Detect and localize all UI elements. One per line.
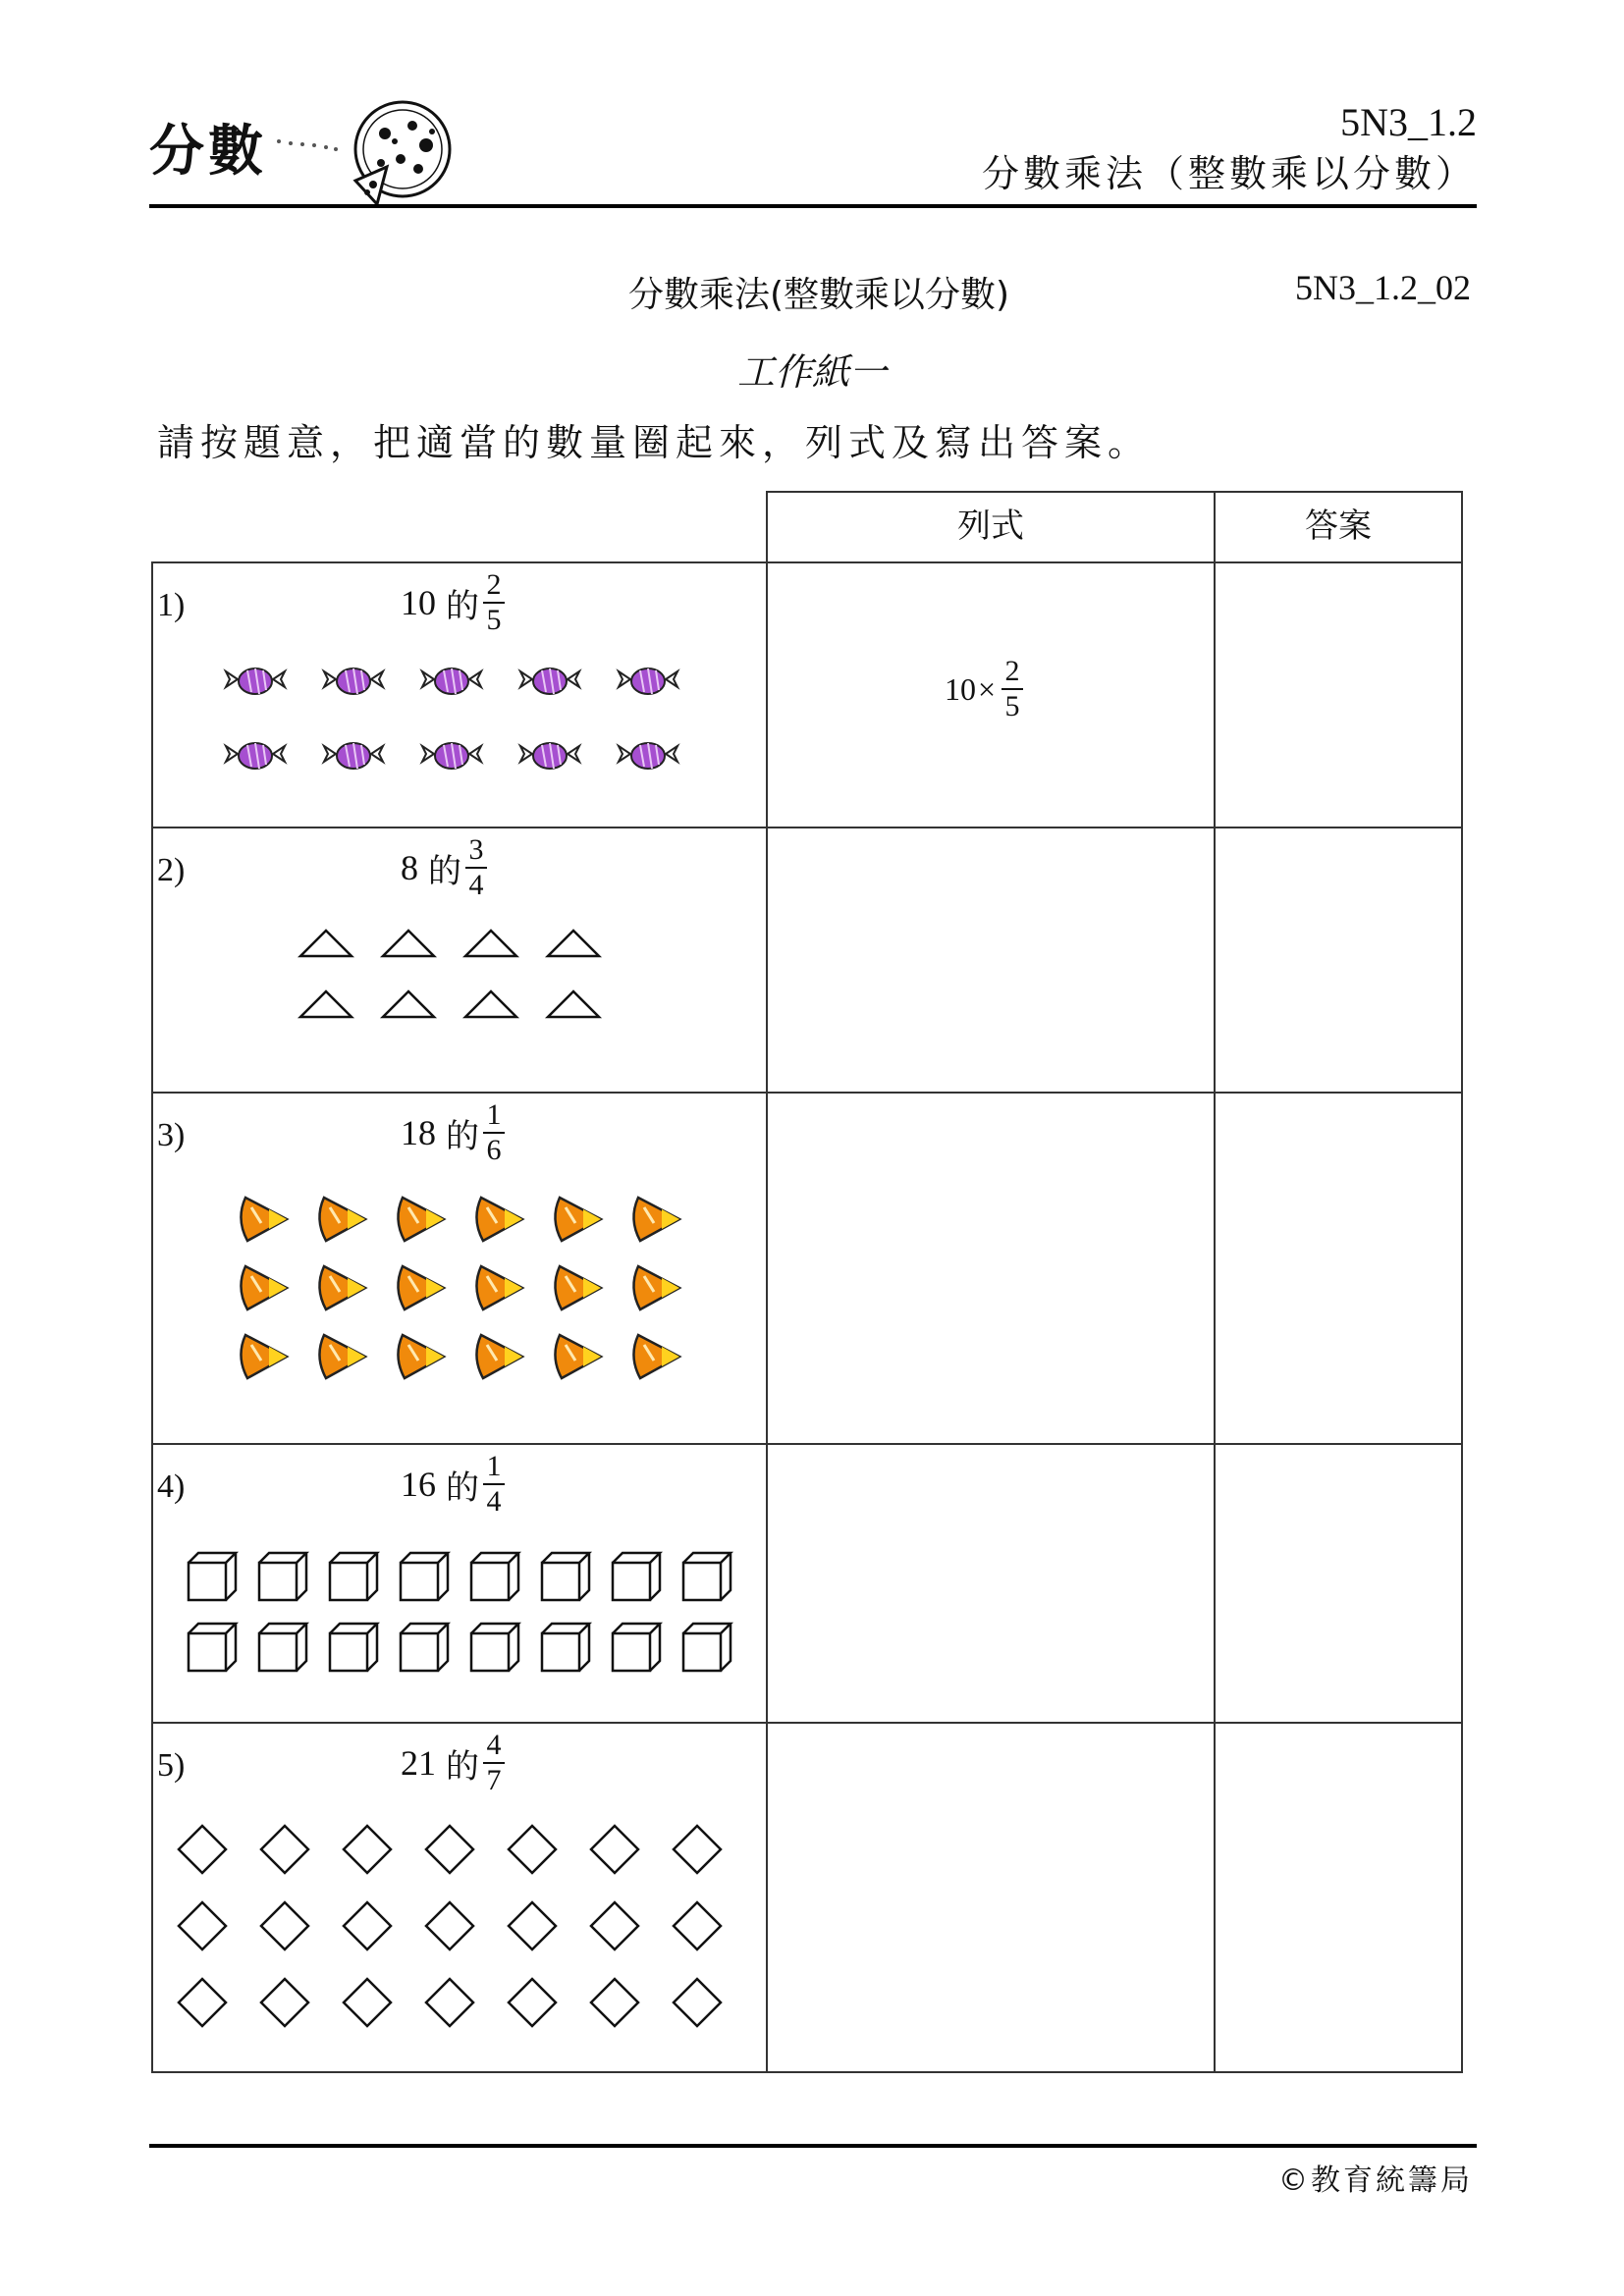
diamond-icon[interactable] <box>344 1979 391 2026</box>
candy-wrapped-icon[interactable] <box>324 743 383 769</box>
cube-icon[interactable] <box>683 1624 731 1671</box>
whole-number: 18 <box>401 1113 436 1152</box>
numerator: 1 <box>486 1098 502 1131</box>
denominator: 4 <box>468 869 484 901</box>
cube-icon[interactable] <box>613 1553 660 1600</box>
of-word: 的 <box>446 1468 479 1508</box>
diamond-icon[interactable] <box>674 1826 721 1873</box>
diamond-icon[interactable] <box>261 1826 308 1873</box>
diamond-icon[interactable] <box>509 1902 556 1949</box>
diamond-icon[interactable] <box>179 1979 226 2026</box>
question-number: 2) <box>157 852 186 888</box>
item-grid <box>189 1553 731 1671</box>
question-number: 3) <box>157 1117 186 1153</box>
diamond-icon[interactable] <box>426 1902 473 1949</box>
candy-corn-icon[interactable] <box>555 1198 601 1241</box>
question-number: 1) <box>157 587 186 623</box>
cube-icon[interactable] <box>471 1553 518 1600</box>
diamond-icon[interactable] <box>426 1826 473 1873</box>
candy-corn-icon[interactable] <box>241 1198 287 1241</box>
triangle-icon[interactable] <box>548 931 599 956</box>
candy-corn-icon[interactable] <box>476 1335 522 1378</box>
candy-corn-icon[interactable] <box>241 1335 287 1378</box>
cube-icon[interactable] <box>613 1624 660 1671</box>
candy-wrapped-icon[interactable] <box>324 668 383 694</box>
candy-corn-icon[interactable] <box>398 1266 444 1309</box>
candy-wrapped-icon[interactable] <box>226 743 285 769</box>
of-word: 的 <box>446 1116 479 1156</box>
numerator: 4 <box>486 1729 502 1761</box>
diamond-icon[interactable] <box>674 1979 721 2026</box>
of-word: 的 <box>446 1746 479 1787</box>
cube-icon[interactable] <box>259 1553 306 1600</box>
unit-code: 5N3_1.2 <box>1340 100 1477 144</box>
triangle-icon[interactable] <box>548 991 599 1017</box>
candy-wrapped-icon[interactable] <box>619 668 677 694</box>
footer-divider <box>149 2144 1477 2148</box>
candy-corn-icon[interactable] <box>398 1198 444 1241</box>
diamond-icon[interactable] <box>344 1826 391 1873</box>
denominator: 5 <box>1004 690 1020 722</box>
item-grid <box>226 668 677 769</box>
candy-corn-icon[interactable] <box>555 1266 601 1309</box>
multiply-sign: × <box>978 670 997 707</box>
diamond-icon[interactable] <box>674 1902 721 1949</box>
diamond-icon[interactable] <box>591 1902 638 1949</box>
worksheet-label: 工作紙一 <box>736 350 887 394</box>
item-grid <box>300 931 599 1017</box>
whole-number: 8 <box>401 848 418 887</box>
cube-icon[interactable] <box>401 1553 448 1600</box>
column-header-answer: 答案 <box>1305 507 1372 546</box>
diamond-icon[interactable] <box>509 1979 556 2026</box>
triangle-icon[interactable] <box>300 991 352 1017</box>
cube-icon[interactable] <box>189 1553 236 1600</box>
whole-number: 21 <box>401 1743 436 1783</box>
candy-corn-icon[interactable] <box>633 1266 679 1309</box>
candy-corn-icon[interactable] <box>241 1266 287 1309</box>
candy-corn-icon[interactable] <box>476 1198 522 1241</box>
diamond-icon[interactable] <box>344 1902 391 1949</box>
candy-corn-icon[interactable] <box>398 1335 444 1378</box>
cube-icon[interactable] <box>471 1624 518 1671</box>
candy-wrapped-icon[interactable] <box>422 743 481 769</box>
of-word: 的 <box>446 586 479 626</box>
diamond-icon[interactable] <box>261 1979 308 2026</box>
denominator: 4 <box>486 1485 502 1518</box>
item-grid <box>179 1826 721 2026</box>
whole-number: 10 <box>401 583 436 622</box>
numerator: 2 <box>1004 655 1020 687</box>
candy-corn-icon[interactable] <box>319 1335 365 1378</box>
cube-icon[interactable] <box>189 1624 236 1671</box>
sheet-title: 分數乘法(整數乘以分數) <box>628 275 1010 315</box>
of-word: 的 <box>428 851 461 891</box>
candy-wrapped-icon[interactable] <box>520 743 579 769</box>
cube-icon[interactable] <box>542 1624 589 1671</box>
instruction-text: 請按題意，把適當的數量圈起來，列式及寫出答案。 <box>157 421 1152 464</box>
question-number: 5) <box>157 1747 186 1784</box>
column-header-expression: 列式 <box>957 507 1024 546</box>
copyright-text: ©教育統籌局 <box>1278 2163 1473 2198</box>
numerator: 1 <box>486 1450 502 1482</box>
subject-title: 分數 <box>149 119 267 184</box>
candy-corn-icon[interactable] <box>633 1198 679 1241</box>
cube-icon[interactable] <box>401 1624 448 1671</box>
candy-corn-icon[interactable] <box>476 1266 522 1309</box>
diamond-icon[interactable] <box>509 1826 556 1873</box>
cube-icon[interactable] <box>683 1553 731 1600</box>
triangle-icon[interactable] <box>383 931 434 956</box>
diamond-icon[interactable] <box>591 1826 638 1873</box>
sheet-code: 5N3_1.2_02 <box>1295 268 1471 307</box>
triangle-icon[interactable] <box>300 931 352 956</box>
candy-wrapped-icon[interactable] <box>226 668 285 694</box>
candy-corn-icon[interactable] <box>319 1198 365 1241</box>
triangle-icon[interactable] <box>465 931 516 956</box>
triangle-icon[interactable] <box>465 991 516 1017</box>
denominator: 6 <box>486 1134 502 1166</box>
unit-topic: 分數乘法（整數乘以分數） <box>981 152 1477 195</box>
triangle-icon[interactable] <box>383 991 434 1017</box>
candy-corn-icon[interactable] <box>319 1266 365 1309</box>
diamond-icon[interactable] <box>179 1826 226 1873</box>
candy-wrapped-icon[interactable] <box>619 743 677 769</box>
cube-icon[interactable] <box>259 1624 306 1671</box>
candy-corn-icon[interactable] <box>555 1335 601 1378</box>
cube-icon[interactable] <box>330 1624 377 1671</box>
diamond-icon[interactable] <box>261 1902 308 1949</box>
diamond-icon[interactable] <box>179 1902 226 1949</box>
cube-icon[interactable] <box>330 1553 377 1600</box>
item-grid <box>241 1198 679 1378</box>
denominator: 5 <box>486 604 502 636</box>
numerator: 3 <box>468 833 484 866</box>
denominator: 7 <box>486 1764 502 1796</box>
diamond-icon[interactable] <box>591 1979 638 2026</box>
cube-icon[interactable] <box>542 1553 589 1600</box>
question-number: 4) <box>157 1468 186 1505</box>
numerator: 2 <box>486 568 502 601</box>
candy-wrapped-icon[interactable] <box>520 668 579 694</box>
candy-wrapped-icon[interactable] <box>422 668 481 694</box>
candy-corn-icon[interactable] <box>633 1335 679 1378</box>
whole-number: 16 <box>401 1465 436 1504</box>
expression-whole: 10 <box>945 670 976 707</box>
diamond-icon[interactable] <box>426 1979 473 2026</box>
